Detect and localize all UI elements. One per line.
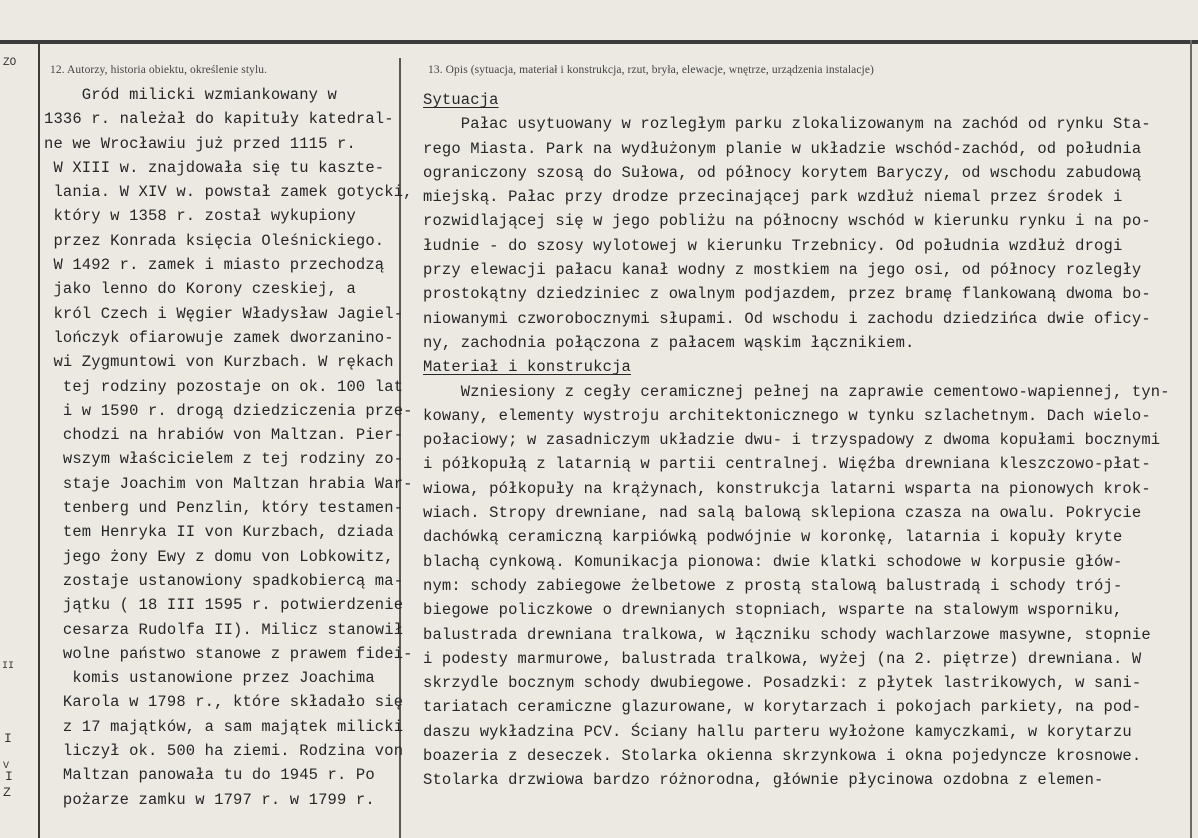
- margin-mark: I: [4, 731, 12, 746]
- history-text-line: wszym właścicielem z tej rodziny zo-: [44, 450, 404, 469]
- history-text-line: który w 1358 r. został wykupiony: [44, 207, 356, 226]
- description-text-line: balustrada drewniana tralkowa, w łączniku schody wachlarzowe masywne, stopnie: [423, 625, 1151, 644]
- history-text-line: wi Zygmuntowi von Kurzbach. W rękach: [44, 353, 394, 372]
- form-right-border: [1190, 40, 1192, 838]
- history-text-line: chodzi na hrabiów von Maltzan. Pier-: [44, 426, 404, 445]
- history-text-line: staje Joachim von Maltzan hrabia War-: [44, 474, 413, 493]
- description-text-line: przy elewacji pałacu kanał wodny z mostkiem na jego osi, od północy rozległy: [423, 261, 1142, 280]
- description-column: [423, 88, 1170, 793]
- description-text-line: kowany, elementy wystroju architektonicznego w tynku szlachetnym. Dach wielo-: [423, 406, 1151, 425]
- history-text-line: pożarze zamku w 1797 r. w 1799 r.: [44, 790, 375, 809]
- margin-mark: ZO: [3, 57, 17, 69]
- section-heading: [423, 355, 1170, 379]
- history-text-line: lania. W XIV w. powstał zamek gotycki,: [44, 183, 413, 202]
- history-text-line: W 1492 r. zamek i miasto przechodzą: [44, 256, 385, 275]
- description-text-line: ograniczony szosą do Sułowa, od północy korytem Baryczy, od wschodu zabudową: [423, 163, 1142, 182]
- history-text-line: W XIII w. znajdowała się tu kaszte-: [44, 158, 385, 177]
- section-12-header: 12. Autorzy, historia obiektu, określenie stylu.: [50, 64, 268, 76]
- description-text-line: i półkopułą z latarnią w partii centralnej. Więźba drewniana kleszczowo-płat-: [423, 455, 1151, 474]
- history-text-line: wolne państwo stanowe z prawem fidei-: [44, 644, 413, 663]
- history-text-line: komis ustanowione przez Joachima: [44, 669, 375, 688]
- description-text-line: Stolarka drzwiowa bardzo różnorodna, głównie płycinowa ozdobna z elemen-: [423, 771, 1104, 790]
- history-text-line: liczył ok. 500 ha ziemi. Rodzina von: [44, 742, 404, 761]
- description-text-line: Wzniesiony z cegły ceramicznej pełnej na zaprawie cementowo-wapiennej, tyn-: [423, 382, 1170, 401]
- history-text-line: lończyk ofiarowuje zamek dworzanino-: [44, 328, 394, 347]
- history-text-line: jego żony Ewy z domu von Lobkowitz,: [44, 547, 394, 566]
- history-text-line: Karola w 1798 r., które składało się: [44, 693, 404, 712]
- history-text-line: ne we Wrocławiu już przed 1115 r.: [44, 134, 356, 153]
- margin-mark: Z: [3, 785, 11, 800]
- history-text-line: tem Henryka II von Kurzbach, dziada: [44, 523, 394, 542]
- history-text-line: tenberg und Penzlin, który testamen-: [44, 499, 404, 518]
- history-text-line: przez Konrada księcia Oleśnickiego.: [44, 231, 385, 250]
- margin-mark: II: [2, 661, 15, 672]
- description-text-line: daszu wykładzina PCV. Ściany hallu parteru wyłożone kamyczkami, w korytarzu: [423, 722, 1132, 741]
- history-text-line: Gród milicki wzmiankowany w: [44, 86, 337, 104]
- history-text-line: tej rodziny pozostaje on ok. 100 lat: [44, 377, 404, 396]
- history-text-line: zostaje ustanowiony spadkobiercą ma-: [44, 571, 404, 590]
- description-text-line: skrzydle bocznym schody dwubiegowe. Posadzki: z płytek lastrikowych, w sani-: [423, 674, 1142, 693]
- history-text-line: Maltzan panowała tu do 1945 r. Po: [44, 766, 375, 785]
- description-text-line: miejską. Pałac przy drodze przecinającej park wzdłuż niemal przez środek i: [423, 188, 1123, 207]
- section-heading-text: Sytuacja: [423, 91, 499, 109]
- margin-mark: V: [3, 761, 10, 772]
- history-text-line: 1336 r. należał do kapituły katedral-: [44, 110, 394, 129]
- description-text-line: łudnie - do szosy wylotowej w kierunku Trzebnicy. Od południa wzdłuż drogi: [423, 236, 1123, 255]
- description-text-line: dachówką ceramiczną karpiówką podwójnie w koronkę, latarnia i kopuły kryte: [423, 528, 1123, 547]
- description-text-line: połaciowy; w zasadniczym układzie dwu- i trzyspadowy z dwoma kopułami bocznymi: [423, 431, 1161, 450]
- history-text-line: cesarza Rudolfa II). Milicz stanowił: [44, 620, 404, 639]
- description-text-line: Pałac usytuowany w rozległym parku zlokalizowanym na zachód od rynku Sta-: [423, 115, 1151, 134]
- description-text-line: niowanymi czworobocznymi słupami. Od wschodu i zachodu dziedzińca dwie oficy-: [423, 309, 1151, 328]
- description-text-line: wiach. Stropy drewniane, nad salą balową sklepiona czasza na owalu. Pokrycie: [423, 504, 1142, 523]
- section-heading: [423, 88, 1170, 112]
- form-top-border: [0, 40, 1198, 44]
- description-text-line: nym: schody zabiegowe żelbetowe z prostą stalową balustradą i schody trój-: [423, 576, 1123, 595]
- description-text-line: biegowe policzkowe o drewnianych stopniach, wsparte na stalowym wsporniku,: [423, 601, 1123, 620]
- description-text-line: rego Miasta. Park na wydłużonym planie w układzie wschód-zachód, od południa: [423, 139, 1142, 158]
- description-text-line: ny, zachodnia połączona z pałacem wąskim łącznikiem.: [423, 333, 915, 352]
- description-text-line: rozwidlającej się w jego pobliżu na północny wschód w kierunku rynku i na po-: [423, 212, 1151, 231]
- description-text-line: wiowa, półkopuły na krążynach, konstrukcja latarni wsparta na pionowych krok-: [423, 479, 1151, 498]
- description-text-line: i podesty marmurowe, balustrada tralkowa, wyżej (na 2. piętrze) drewniana. W: [423, 649, 1142, 668]
- history-text-line: jako lenno do Korony czeskiej, a: [44, 280, 356, 299]
- form-left-border: [38, 44, 40, 838]
- description-text-line: blachą cynkową. Komunikacja pionowa: dwie klatki schodowe w korpusie głów-: [423, 552, 1123, 571]
- history-text-line: z 17 majątków, a sam majątek milicki: [44, 717, 404, 736]
- history-column: [44, 83, 413, 812]
- margin-mark: I: [5, 769, 13, 784]
- description-text-line: boazeria z deseczek. Stolarka okienna skrzynkowa i okna pojedyncze krosnowe.: [423, 747, 1142, 766]
- section-13-header: 13. Opis (sytuacja, materiał i konstrukcja, rzut, bryła, elewacje, wnętrze, urządzenia instalacje): [428, 64, 874, 76]
- section-heading-text: Materiał i konstrukcja: [423, 358, 631, 377]
- description-text-line: prostokątny dziedziniec z owalnym podjazdem, przez bramę flankowaną dwoma bo-: [423, 285, 1151, 304]
- history-text-line: król Czech i Węgier Władysław Jagiel-: [44, 304, 404, 323]
- history-text-line: jątku ( 18 III 1595 r. potwierdzenie: [44, 596, 404, 615]
- history-text-line: i w 1590 r. drogą dziedziczenia prze-: [44, 401, 413, 420]
- description-text-line: tariatach ceramiczne glazurowane, w korytarzach i pokojach parkiety, na pod-: [423, 698, 1142, 717]
